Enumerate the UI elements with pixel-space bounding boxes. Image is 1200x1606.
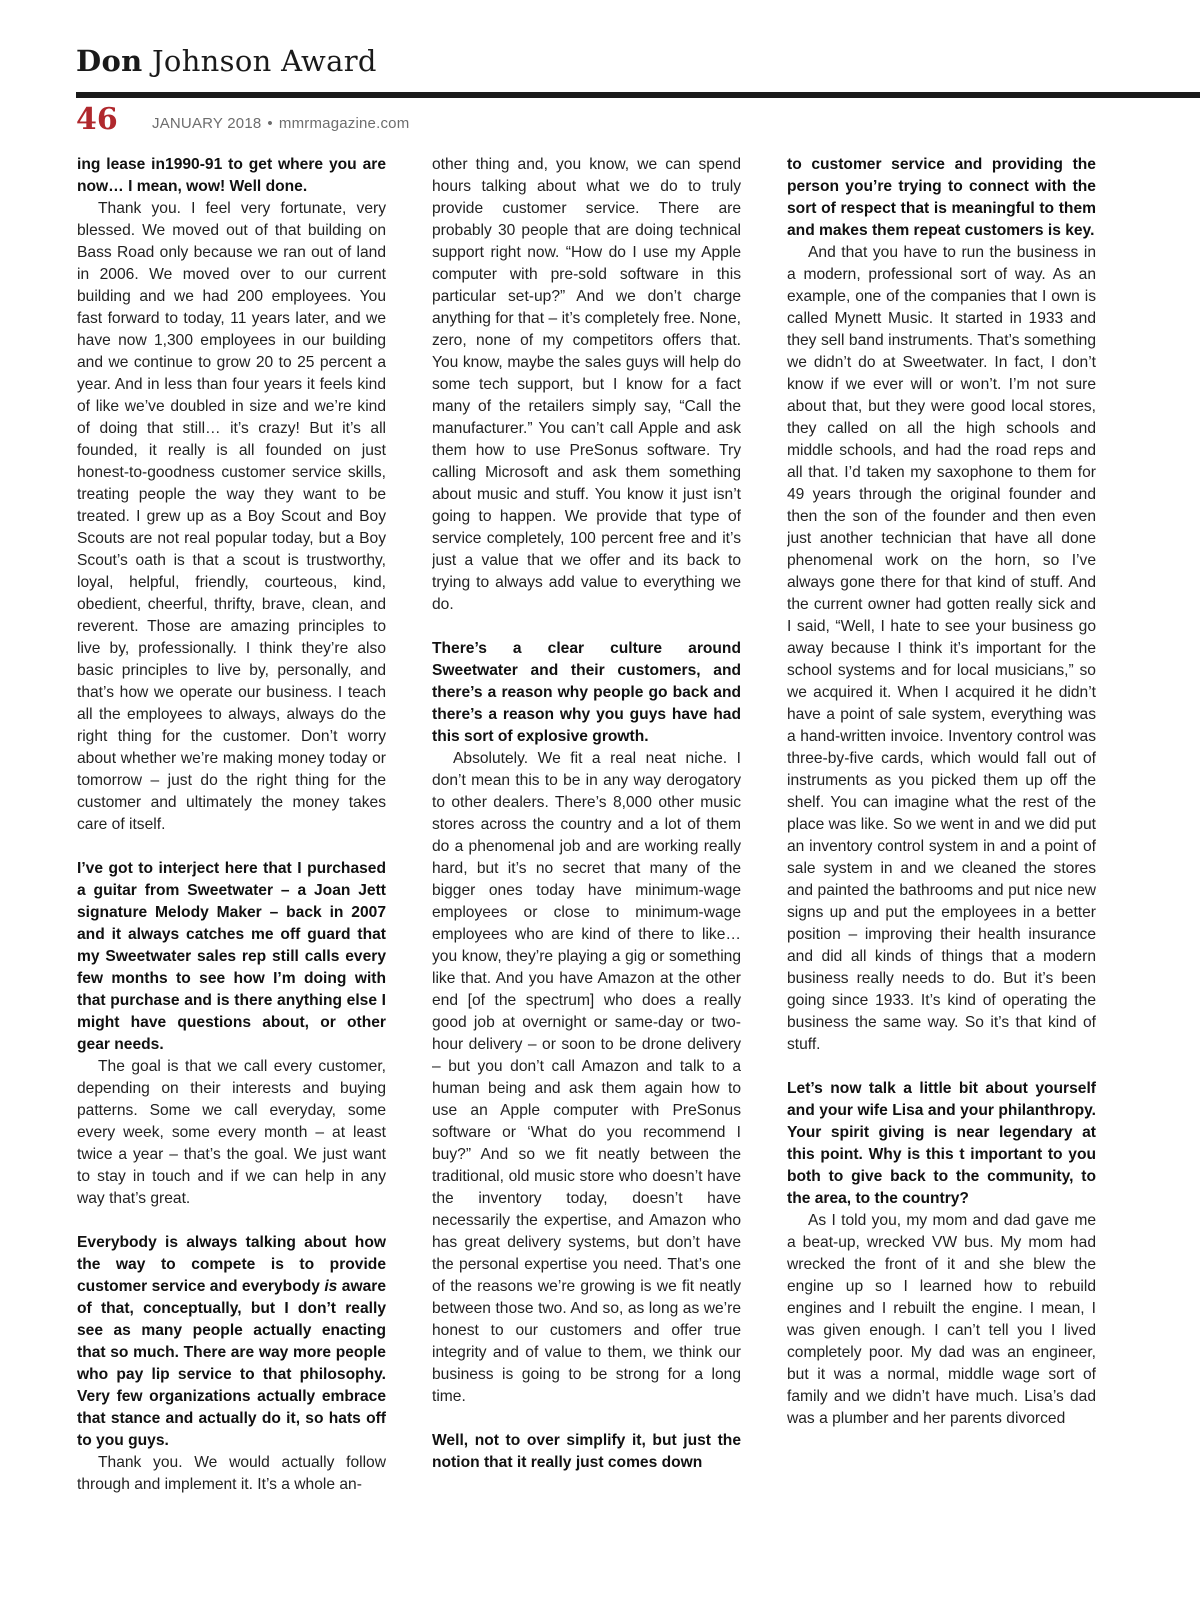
question-text: to customer service and providing the person you’re trying to connect with the sort of respect that is meaningful to them and makes them repeat customers is key. [787,156,1096,239]
question-text: Well, not to over simplify it, but just the notion that it really just comes down [432,1432,741,1471]
column-3 [787,154,1096,1534]
column-2 [432,154,741,1534]
title-bold-part: Don [76,44,143,78]
answer-text: other thing and, you know, we can spend hours talking about what we do to truly provide customer service. There are probably 30 people that are doing technical support right now. “How do I use my Apple computer with pre-sold software in this particular set-up?” And we don’t charge anything for that – it’s completely free. None, zero, none of my competitors offers that. You know, maybe the sales guys will help do some tech support, but I know for a fact many of the retailers simply say, “Call the manufacturer.” You can’t call Apple and ask them how to use PreSonus software. Try calling Microsoft and ask them something about music and stuff. You know it just isn’t going to happen. We provide that type of service completely, 100 percent free and it’s just a value that we offer and its back to trying to always add value to everything we do. [432,156,741,613]
answer-text: As I told you, my mom and dad gave me a beat-up, wrecked VW bus. My mom had wrecked the front of it and she blew the engine up so I learned how to rebuild engines and I rebuilt the engine. I mean, I was given enough. I can’t tell you I lived completely poor. My dad was an engineer, but it was a normal, middle wage sort of family and we didn’t have much. Lisa’s dad was a plumber and her parents divorced [787,1212,1096,1427]
question-text: There’s a clear culture around Sweetwater and their customers, and there’s a reason why people go back and there’s a reason why you guys have had this sort of explosive growth. [432,640,741,745]
title-rest-part: Johnson Award [142,44,377,78]
answer-text: The goal is that we call every customer, depending on their interests and buying patterns. Some we call everyday, some every week, some every month – at least twice a year – that’s the goal. We just want to stay in touch and if we can help in any way that’s great. [77,1058,386,1207]
column-1 [77,154,386,1534]
header-rule [76,92,1200,98]
question-text: ing lease in1990-91 to get where you are now… I mean, wow! Well done. [77,156,386,195]
answer-text: And that you have to run the business in a modern, professional sort of way. As an example, one of the companies that I own is called Mynett Music. It started in 1933 and they sell band instruments. That’s something we didn’t do at Sweetwater. In fact, I don’t know if we ever will or won’t. I’m not sure about that, but they were good local stores, they called on all the high schools and middle schools, and had the road reps and all that. I’d taken my saxophone to them for 49 years through the original founder and then the son of the founder and then even just another technician that have all done phenomenal work on the horn, so I’ve always gone there for that kind of stuff. And the current owner had gotten really sick and I said, “Well, I hate to see your business go away because I think it’s important for the school systems and for local musicians,” so we acquired it. When I acquired it he didn’t have a point of sale system, everything was a hand-written invoice. Inventory control was three-by-five cards, which would fall out of instruments as you picked them up off the shelf. You can imagine what the rest of the place was like. So we went in and we did put an inventory control system in and a point of sale system in and we cleaned the stores and painted the bathrooms and put nice new signs up and put the employees in a better position – improving their health insurance and did all kinds of things that a modern business really needs to do. But it’s been going since 1933. It’s kind of operating the business the same way. So it’s that kind of stuff. [787,244,1096,1053]
issue-date: JANUARY 2018 [152,115,262,132]
answer-text: Absolutely. We fit a real neat niche. I don’t mean this to be in any way derogatory to other dealers. There’s 8,000 other music stores across the country and a lot of them do a phenomenal job and are working really hard, but it’s no secret that many of the bigger ones today have minimum-wage employees or close to minimum-wage employees who are kind of there to like… you know, they’re playing a gig or something like that. And you have Amazon at the other end [of the spectrum] who does a really good job at overnight or same-day or two-hour delivery – or soon to be drone delivery – but you don’t call Amazon and talk to a human being and ask them again how to use an Apple computer with PreSonus software or ‘What do you recommend I buy?” And so we fit neatly between the traditional, old music store who doesn’t have the inventory today, doesn’t have necessarily the expertise, and Amazon who has great delivery systems, but don’t have the personal expertise you need. That’s one of the reasons we’re growing is we fit neatly between those two. And so, as long as we’re honest to our customers and offer true integrity and of value to them, we think our business is going to be strong for a long time. [432,750,741,1405]
question-text: Let’s now talk a little bit about yourself and your wife Lisa and your philanthropy. Your spirit giving is near legendary at this point. Why is this t important to you both to give back to the community, to the area, to the country? [787,1080,1096,1207]
website-link[interactable]: mmrmagazine.com [278,115,410,132]
answer-text: Thank you. We would actually follow through and implement it. It’s a whole an- [77,1454,386,1493]
page-number: 46 [76,102,118,137]
emphasis-text: is [324,1278,338,1295]
folio-separator: • [267,115,273,132]
answer-text: Thank you. I feel very fortunate, very blessed. We moved out of that building on Bass Road only because we ran out of land in 2006. We moved over to our current building and we had 200 employees. You fast forward to today, 11 years later, and we have now 1,300 employees in our building and we continue to grow 20 to 25 percent a year. And in less than four years it feels kind of like we’ve doubled in size and we’re kind of doing that still… it’s crazy! But it’s all founded, it really is all founded on just honest-to-goodness customer service skills, treating people the way they want to be treated. I grew up as a Boy Scout and Boy Scouts are not real popular today, but a Boy Scout’s oath is that a scout is trustworthy, loyal, helpful, friendly, courteous, kind, obedient, cheerful, thrifty, brave, clean, and reverent. Those are amazing principles to live by, professionally. I think they’re also basic principles to live by, personally, and that’s how we operate our business. I teach all the employees to always, always do the right thing for the customer. Don’t worry about whether we’re making money today or tomorrow – just do the right thing for the customer and ultimately the money takes care of itself. [77,200,386,833]
question-text [77,1232,386,1452]
question-text-part: Everybody is always talking about how the way to compete is to provide customer service and everybody [77,1234,386,1295]
page-title [76,44,377,78]
issue-info [152,114,409,134]
question-text-part: aware of that, conceptually, but I don’t really see as many people actually enacting that so much. There are way more people who pay lip service to that philosophy. Very few organizations actually embrace that stance and actually do it, so hats off to you guys. [77,1278,386,1449]
question-text: I’ve got to interject here that I purchased a guitar from Sweetwater – a Joan Jett signature Melody Maker – back in 2007 and it always catches me off guard that my Sweetwater sales rep still calls every few months to see how I’m doing with that purchase and is there anything else I might have questions about, or other gear needs. [77,860,386,1053]
